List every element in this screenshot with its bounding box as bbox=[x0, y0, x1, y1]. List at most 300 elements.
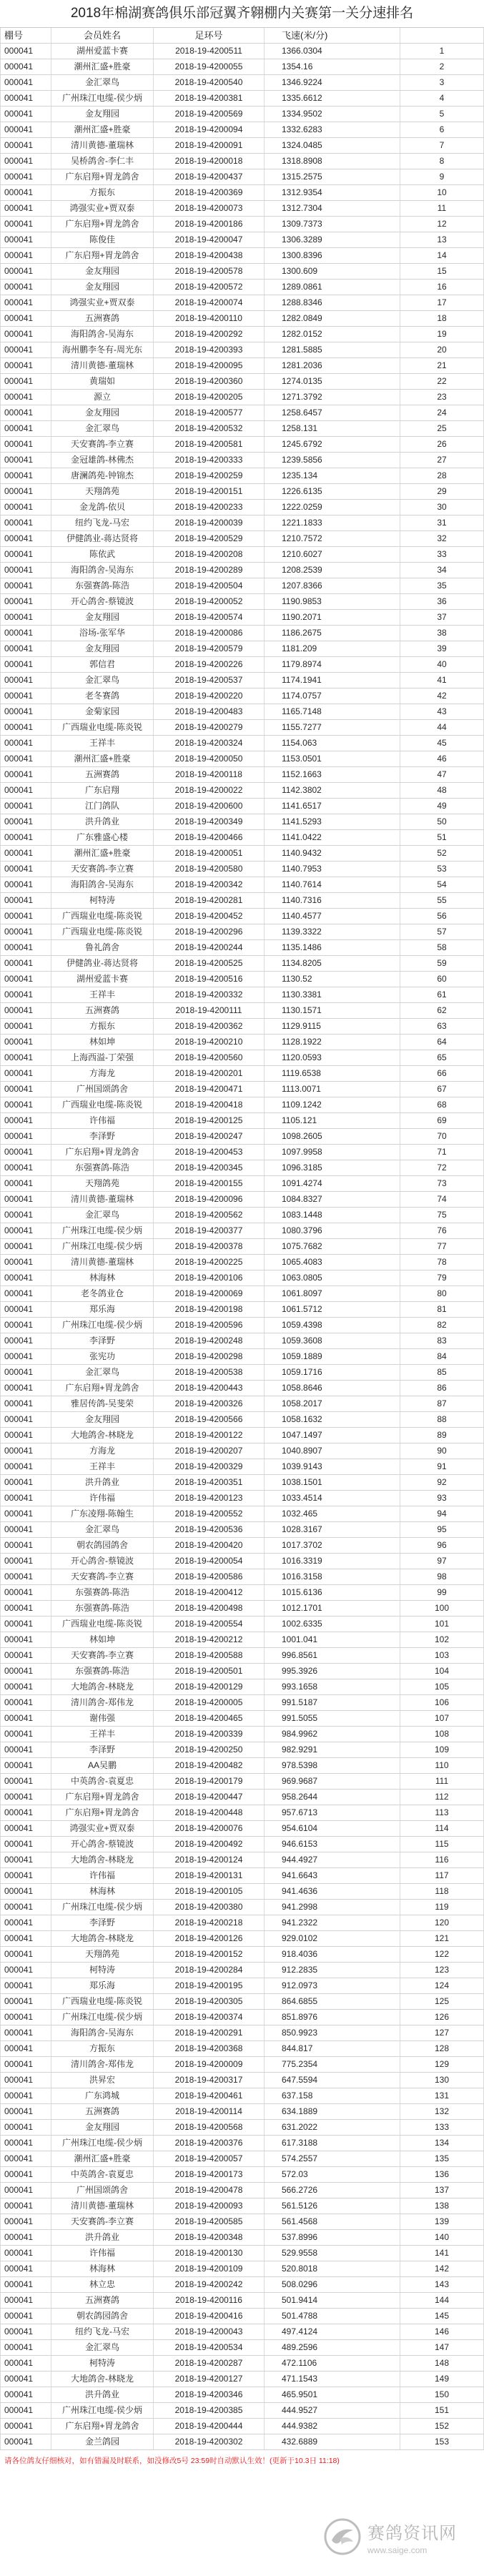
rank-cell: 126 bbox=[400, 2010, 484, 2025]
pen-number-cell: 000041 bbox=[0, 44, 51, 59]
speed-cell: 1140.7614 bbox=[265, 877, 400, 892]
member-name-cell: 金友翔园 bbox=[51, 610, 154, 625]
speed-cell: 1017.3702 bbox=[265, 1538, 400, 1553]
table-row bbox=[0, 1837, 484, 1852]
member-name-cell: 陈依武 bbox=[51, 547, 154, 562]
pen-number-cell: 000041 bbox=[0, 1160, 51, 1175]
ring-number-cell: 2018-19-4200096 bbox=[154, 1192, 265, 1207]
pen-number-cell: 000041 bbox=[0, 909, 51, 924]
ring-number-cell: 2018-19-4200579 bbox=[154, 641, 265, 656]
rank-cell: 104 bbox=[400, 1664, 484, 1679]
table-row bbox=[0, 799, 484, 814]
table-row bbox=[0, 1459, 484, 1475]
speed-cell: 1028.3167 bbox=[265, 1522, 400, 1537]
speed-cell: 995.3926 bbox=[265, 1664, 400, 1679]
pen-number-cell: 000041 bbox=[0, 1664, 51, 1679]
speed-cell: 775.2354 bbox=[265, 2057, 400, 2072]
table-row bbox=[0, 1805, 484, 1821]
member-name-cell: 方海龙 bbox=[51, 1444, 154, 1459]
speed-cell: 1058.2017 bbox=[265, 1396, 400, 1411]
ring-number-cell: 2018-19-4200074 bbox=[154, 295, 265, 310]
table-row bbox=[0, 704, 484, 720]
member-name-cell: 许伟福 bbox=[51, 1868, 154, 1883]
pen-number-cell: 000041 bbox=[0, 453, 51, 468]
table-row bbox=[0, 185, 484, 201]
pen-number-cell: 000041 bbox=[0, 1097, 51, 1112]
ring-number-cell: 2018-19-4200351 bbox=[154, 1475, 265, 1490]
rank-cell: 14 bbox=[400, 248, 484, 263]
table-row bbox=[0, 122, 484, 138]
member-name-cell: 广西瑞业电缆-陈炎锐 bbox=[51, 1994, 154, 2009]
ring-number-cell: 2018-19-4200581 bbox=[154, 437, 265, 452]
member-name-cell: 洪升鸽业 bbox=[51, 2230, 154, 2245]
table-row bbox=[0, 1428, 484, 1444]
pen-number-cell: 000041 bbox=[0, 217, 51, 232]
table-row bbox=[0, 2277, 484, 2293]
table-row bbox=[0, 1569, 484, 1585]
rank-cell: 149 bbox=[400, 2372, 484, 2387]
ring-number-cell: 2018-19-4200244 bbox=[154, 940, 265, 955]
member-name-cell: 大地鸽舍-林晓龙 bbox=[51, 2372, 154, 2387]
rank-cell: 90 bbox=[400, 1444, 484, 1459]
table-row bbox=[0, 1915, 484, 1931]
speed-cell: 1059.1716 bbox=[265, 1365, 400, 1380]
table-row bbox=[0, 673, 484, 689]
table-row bbox=[0, 1208, 484, 1223]
speed-cell: 472.1106 bbox=[265, 2356, 400, 2371]
ring-number-cell: 2018-19-4200250 bbox=[154, 1742, 265, 1757]
saige-logo-icon bbox=[323, 2517, 362, 2556]
rank-cell: 87 bbox=[400, 1396, 484, 1411]
rank-cell: 75 bbox=[400, 1208, 484, 1223]
rank-cell: 32 bbox=[400, 531, 484, 546]
member-name-cell: 柯特涛 bbox=[51, 2356, 154, 2371]
table-row bbox=[0, 2183, 484, 2199]
ring-number-cell: 2018-19-4200205 bbox=[154, 390, 265, 405]
member-name-cell: 林如坤 bbox=[51, 1035, 154, 1050]
pen-number-cell: 000041 bbox=[0, 846, 51, 861]
member-name-cell: 广西瑞业电缆-陈炎锐 bbox=[51, 1617, 154, 1632]
member-name-cell: 广州珠江电缆-侯少炳 bbox=[51, 1318, 154, 1333]
ring-number-cell: 2018-19-4200055 bbox=[154, 59, 265, 74]
speed-cell: 1140.7316 bbox=[265, 893, 400, 908]
member-name-cell: 天安赛鸽-李立赛 bbox=[51, 862, 154, 877]
table-row bbox=[0, 862, 484, 877]
ring-number-cell: 2018-19-4200248 bbox=[154, 1333, 265, 1348]
ring-number-cell: 2018-19-4200498 bbox=[154, 1601, 265, 1616]
ring-number-cell: 2018-19-4200009 bbox=[154, 2057, 265, 2072]
pen-number-cell: 000041 bbox=[0, 2088, 51, 2103]
table-row bbox=[0, 783, 484, 799]
speed-cell: 1080.3796 bbox=[265, 1223, 400, 1238]
rank-cell: 120 bbox=[400, 1915, 484, 1930]
member-name-cell: 广州国颂鸽舍 bbox=[51, 2183, 154, 2198]
table-row bbox=[0, 1963, 484, 1978]
ring-number-cell: 2018-19-4200073 bbox=[154, 201, 265, 216]
table-row bbox=[0, 1333, 484, 1349]
rank-cell: 143 bbox=[400, 2277, 484, 2292]
ring-number-cell: 2018-19-4200123 bbox=[154, 1491, 265, 1506]
pen-number-cell: 000041 bbox=[0, 342, 51, 357]
ring-number-cell: 2018-19-4200069 bbox=[154, 1286, 265, 1301]
speed-cell: 993.1658 bbox=[265, 1679, 400, 1694]
table-row bbox=[0, 1475, 484, 1491]
pen-number-cell: 000041 bbox=[0, 2041, 51, 2056]
ring-number-cell: 2018-19-4200284 bbox=[154, 1963, 265, 1978]
rank-cell: 88 bbox=[400, 1412, 484, 1427]
speed-cell: 1354.16 bbox=[265, 59, 400, 74]
ring-number-cell: 2018-19-4200562 bbox=[154, 1208, 265, 1223]
pen-number-cell: 000041 bbox=[0, 736, 51, 751]
pen-number-cell: 000041 bbox=[0, 1554, 51, 1569]
rank-cell: 142 bbox=[400, 2261, 484, 2276]
member-name-cell: 广东鸿城 bbox=[51, 2088, 154, 2103]
rank-cell: 116 bbox=[400, 1852, 484, 1867]
rank-cell: 42 bbox=[400, 689, 484, 704]
table-row bbox=[0, 2104, 484, 2120]
watermark-logo bbox=[323, 2507, 477, 2567]
speed-cell: 929.0102 bbox=[265, 1931, 400, 1946]
table-row bbox=[0, 59, 484, 75]
table-row bbox=[0, 956, 484, 972]
pen-number-cell: 000041 bbox=[0, 138, 51, 153]
member-name-cell: 潮州汇盛+胜豪 bbox=[51, 2151, 154, 2166]
table-row bbox=[0, 578, 484, 594]
speed-cell: 1181.209 bbox=[265, 641, 400, 656]
speed-cell: 1139.3322 bbox=[265, 924, 400, 939]
rank-cell: 6 bbox=[400, 122, 484, 137]
rank-cell: 80 bbox=[400, 1286, 484, 1301]
table-row bbox=[0, 2136, 484, 2151]
rank-cell: 64 bbox=[400, 1035, 484, 1050]
rank-cell: 29 bbox=[400, 484, 484, 499]
member-name-cell: 洪升鸽业 bbox=[51, 1475, 154, 1490]
table-row bbox=[0, 515, 484, 531]
member-name-cell: 东强赛鸽-陈浩 bbox=[51, 1601, 154, 1616]
speed-cell: 1105.121 bbox=[265, 1113, 400, 1128]
table-row bbox=[0, 1900, 484, 1915]
ring-number-cell: 2018-19-4200360 bbox=[154, 374, 265, 389]
rank-cell: 48 bbox=[400, 783, 484, 798]
ring-number-cell: 2018-19-4200247 bbox=[154, 1129, 265, 1144]
speed-cell: 1165.7148 bbox=[265, 704, 400, 719]
ring-number-cell: 2018-19-4200173 bbox=[154, 2167, 265, 2182]
rank-cell: 152 bbox=[400, 2419, 484, 2434]
ring-number-cell: 2018-19-4200529 bbox=[154, 531, 265, 546]
ring-number-cell: 2018-19-4200208 bbox=[154, 547, 265, 562]
member-name-cell: 天安赛鸽-李立赛 bbox=[51, 2214, 154, 2229]
member-name-cell: 源立 bbox=[51, 390, 154, 405]
member-name-cell: 林海林 bbox=[51, 1270, 154, 1285]
pen-number-cell: 000041 bbox=[0, 201, 51, 216]
ring-number-cell: 2018-19-4200368 bbox=[154, 2041, 265, 2056]
ring-number-cell: 2018-19-4200242 bbox=[154, 2277, 265, 2292]
table-row bbox=[0, 217, 484, 232]
table-row bbox=[0, 1695, 484, 1711]
member-name-cell: 广西瑞业电缆-陈炎锐 bbox=[51, 909, 154, 924]
rank-cell: 78 bbox=[400, 1255, 484, 1270]
ring-number-cell: 2018-19-4200516 bbox=[154, 972, 265, 987]
pen-number-cell: 000041 bbox=[0, 1915, 51, 1930]
rank-cell: 68 bbox=[400, 1097, 484, 1112]
member-name-cell: 金友翔园 bbox=[51, 405, 154, 420]
member-name-cell: 清川黄德-董瑞林 bbox=[51, 1192, 154, 1207]
ring-number-cell: 2018-19-4200005 bbox=[154, 1695, 265, 1710]
ring-number-cell: 2018-19-4200483 bbox=[154, 704, 265, 719]
member-name-cell: 许伟福 bbox=[51, 1491, 154, 1506]
member-name-cell: 金菊家园 bbox=[51, 704, 154, 719]
rank-cell: 127 bbox=[400, 2025, 484, 2040]
table-row bbox=[0, 44, 484, 59]
table-row bbox=[0, 2010, 484, 2025]
pen-number-cell: 000041 bbox=[0, 185, 51, 200]
rank-cell: 115 bbox=[400, 1837, 484, 1852]
rank-cell: 150 bbox=[400, 2387, 484, 2402]
member-name-cell: 广州国颂鸽舍 bbox=[51, 1082, 154, 1097]
speed-cell: 1032.465 bbox=[265, 1506, 400, 1521]
rank-cell: 2 bbox=[400, 59, 484, 74]
table-row bbox=[0, 924, 484, 940]
rank-cell: 112 bbox=[400, 1790, 484, 1805]
pen-number-cell: 000041 bbox=[0, 1019, 51, 1034]
member-name-cell: 东强赛鸽-陈浩 bbox=[51, 1664, 154, 1679]
speed-cell: 912.2835 bbox=[265, 1963, 400, 1978]
table-row bbox=[0, 1239, 484, 1255]
speed-cell: 864.6855 bbox=[265, 1994, 400, 2009]
speed-cell: 1190.2071 bbox=[265, 610, 400, 625]
table-row bbox=[0, 1003, 484, 1019]
member-name-cell: 金友翔园 bbox=[51, 2120, 154, 2135]
rank-cell: 41 bbox=[400, 673, 484, 688]
pen-number-cell: 000041 bbox=[0, 1522, 51, 1537]
table-row bbox=[0, 736, 484, 751]
pen-number-cell: 000041 bbox=[0, 594, 51, 609]
member-name-cell: 开心鸽舍-蔡镜波 bbox=[51, 1554, 154, 1569]
speed-cell: 844.817 bbox=[265, 2041, 400, 2056]
speed-cell: 647.5594 bbox=[265, 2073, 400, 2088]
pen-number-cell: 000041 bbox=[0, 626, 51, 641]
pen-number-cell: 000041 bbox=[0, 1035, 51, 1050]
pen-number-cell: 000041 bbox=[0, 2167, 51, 2182]
ring-number-cell: 2018-19-4200212 bbox=[154, 1632, 265, 1647]
table-row bbox=[0, 2199, 484, 2214]
rank-cell: 123 bbox=[400, 1963, 484, 1978]
member-name-cell: 广东启翔+胃龙鸽舍 bbox=[51, 1805, 154, 1820]
table-row bbox=[0, 342, 484, 358]
ring-number-cell: 2018-19-4200047 bbox=[154, 232, 265, 247]
rank-cell: 129 bbox=[400, 2057, 484, 2072]
table-row bbox=[0, 610, 484, 626]
pen-number-cell: 000041 bbox=[0, 2151, 51, 2166]
rank-cell: 79 bbox=[400, 1270, 484, 1285]
pen-number-cell: 000041 bbox=[0, 1050, 51, 1065]
pen-number-cell: 000041 bbox=[0, 563, 51, 578]
pen-number-cell: 000041 bbox=[0, 1695, 51, 1710]
table-row bbox=[0, 453, 484, 468]
rank-cell: 65 bbox=[400, 1050, 484, 1065]
member-name-cell: 开心鸽舍-蔡镜波 bbox=[51, 1837, 154, 1852]
table-row bbox=[0, 327, 484, 342]
table-row bbox=[0, 767, 484, 783]
ring-number-cell: 2018-19-4200385 bbox=[154, 2403, 265, 2418]
rank-cell: 146 bbox=[400, 2324, 484, 2339]
member-name-cell: 王祥丰 bbox=[51, 987, 154, 1002]
speed-cell: 1346.9224 bbox=[265, 75, 400, 90]
rank-cell: 83 bbox=[400, 1333, 484, 1348]
table-row bbox=[0, 877, 484, 893]
member-name-cell: 广州珠江电缆-侯少炳 bbox=[51, 91, 154, 106]
rank-cell: 4 bbox=[400, 91, 484, 106]
member-name-cell: 广东启翔+胃龙鸽舍 bbox=[51, 1381, 154, 1396]
ring-number-cell: 2018-19-4200577 bbox=[154, 405, 265, 420]
table-row bbox=[0, 2151, 484, 2167]
rank-cell: 121 bbox=[400, 1931, 484, 1946]
pen-number-cell: 000041 bbox=[0, 1947, 51, 1962]
member-name-cell: 潮州汇盛+胜豪 bbox=[51, 122, 154, 137]
speed-cell: 617.3188 bbox=[265, 2136, 400, 2151]
pen-number-cell: 000041 bbox=[0, 2214, 51, 2229]
rank-cell: 100 bbox=[400, 1601, 484, 1616]
speed-cell: 1334.9502 bbox=[265, 107, 400, 122]
member-name-cell: 广西瑞业电缆-陈炎锐 bbox=[51, 924, 154, 939]
speed-cell: 1245.6792 bbox=[265, 437, 400, 452]
page-title: 2018年棉湖赛鸽俱乐部冠翼齐翱棚内关赛第一关分速排名 bbox=[70, 6, 414, 21]
rank-cell: 107 bbox=[400, 1711, 484, 1726]
table-row bbox=[0, 2372, 484, 2387]
table-row bbox=[0, 531, 484, 547]
rank-cell: 82 bbox=[400, 1318, 484, 1333]
speed-cell: 1061.8097 bbox=[265, 1286, 400, 1301]
pen-number-cell: 000041 bbox=[0, 1837, 51, 1852]
speed-cell: 631.2022 bbox=[265, 2120, 400, 2135]
member-name-cell: 广东凌翔-陈翰生 bbox=[51, 1506, 154, 1521]
ring-number-cell: 2018-19-4200114 bbox=[154, 2104, 265, 2119]
pen-number-cell: 000041 bbox=[0, 2340, 51, 2355]
table-row bbox=[0, 909, 484, 924]
table-row bbox=[0, 2293, 484, 2309]
rank-cell: 94 bbox=[400, 1506, 484, 1521]
member-name-cell: 海阳鸽舍-吴海东 bbox=[51, 327, 154, 342]
rank-cell: 40 bbox=[400, 657, 484, 672]
speed-cell: 1281.5885 bbox=[265, 342, 400, 357]
rank-cell: 44 bbox=[400, 720, 484, 735]
pen-number-cell: 000041 bbox=[0, 75, 51, 90]
speed-cell: 1063.0805 bbox=[265, 1270, 400, 1285]
speed-cell: 1058.1632 bbox=[265, 1412, 400, 1427]
ring-number-cell: 2018-19-4200586 bbox=[154, 1569, 265, 1584]
ring-number-cell: 2018-19-4200225 bbox=[154, 1255, 265, 1270]
member-name-cell: 天安赛鸽-李立赛 bbox=[51, 1648, 154, 1663]
speed-cell: 958.2644 bbox=[265, 1790, 400, 1805]
member-name-cell: 广东雅盛心楼 bbox=[51, 830, 154, 845]
ring-number-cell: 2018-19-4200511 bbox=[154, 44, 265, 59]
pen-number-cell: 000041 bbox=[0, 2230, 51, 2245]
member-name-cell: 郭信君 bbox=[51, 657, 154, 672]
column-header-pen-number: 棚号 bbox=[0, 28, 51, 43]
speed-cell: 1129.9115 bbox=[265, 1019, 400, 1034]
ring-number-cell: 2018-19-4200380 bbox=[154, 1900, 265, 1915]
speed-cell: 561.4568 bbox=[265, 2214, 400, 2229]
ring-number-cell: 2018-19-4200093 bbox=[154, 2199, 265, 2214]
member-name-cell: 郑乐海 bbox=[51, 1978, 154, 1993]
table-row bbox=[0, 390, 484, 405]
table-row bbox=[0, 1978, 484, 1994]
rank-cell: 59 bbox=[400, 956, 484, 971]
speed-cell: 1210.7572 bbox=[265, 531, 400, 546]
speed-cell: 1221.1833 bbox=[265, 515, 400, 531]
table-row bbox=[0, 1774, 484, 1790]
rank-cell: 56 bbox=[400, 909, 484, 924]
ring-number-cell: 2018-19-4200345 bbox=[154, 1160, 265, 1175]
member-name-cell: 东强赛鸽-陈浩 bbox=[51, 578, 154, 593]
rank-cell: 58 bbox=[400, 940, 484, 955]
pen-number-cell: 000041 bbox=[0, 2372, 51, 2387]
speed-cell: 637.158 bbox=[265, 2088, 400, 2103]
pen-number-cell: 000041 bbox=[0, 1727, 51, 1742]
table-row bbox=[0, 1648, 484, 1664]
rank-cell: 85 bbox=[400, 1365, 484, 1380]
pen-number-cell: 000041 bbox=[0, 2403, 51, 2418]
watermark-site-url: www.saige.com bbox=[367, 2545, 428, 2555]
member-name-cell: 天翔鸽苑 bbox=[51, 484, 154, 499]
pen-number-cell: 000041 bbox=[0, 1491, 51, 1506]
rank-cell: 125 bbox=[400, 1994, 484, 2009]
member-name-cell: 广东启翔+胃龙鸽舍 bbox=[51, 1790, 154, 1805]
table-row bbox=[0, 374, 484, 390]
table-row bbox=[0, 1097, 484, 1113]
rank-cell: 86 bbox=[400, 1381, 484, 1396]
table-row bbox=[0, 1554, 484, 1569]
ring-number-cell: 2018-19-4200418 bbox=[154, 1097, 265, 1112]
speed-cell: 918.4036 bbox=[265, 1947, 400, 1962]
member-name-cell: 海阳鸽舍-吴海东 bbox=[51, 2025, 154, 2040]
rank-cell: 147 bbox=[400, 2340, 484, 2355]
ring-number-cell: 2018-19-4200106 bbox=[154, 1270, 265, 1285]
ring-number-cell: 2018-19-4200110 bbox=[154, 311, 265, 326]
ring-number-cell: 2018-19-4200438 bbox=[154, 248, 265, 263]
pen-number-cell: 000041 bbox=[0, 1632, 51, 1647]
rank-cell: 73 bbox=[400, 1176, 484, 1191]
ring-number-cell: 2018-19-4200554 bbox=[154, 1617, 265, 1632]
rank-cell: 50 bbox=[400, 814, 484, 829]
rank-cell: 22 bbox=[400, 374, 484, 389]
pen-number-cell: 000041 bbox=[0, 169, 51, 184]
rank-cell: 49 bbox=[400, 799, 484, 814]
ring-number-cell: 2018-19-4200131 bbox=[154, 1868, 265, 1883]
speed-cell: 1288.8346 bbox=[265, 295, 400, 310]
speed-cell: 1039.9143 bbox=[265, 1459, 400, 1474]
rank-cell: 61 bbox=[400, 987, 484, 1002]
speed-cell: 1058.8646 bbox=[265, 1381, 400, 1396]
pen-number-cell: 000041 bbox=[0, 327, 51, 342]
member-name-cell: 浴场-张军华 bbox=[51, 626, 154, 641]
member-name-cell: 大地鸽舍-林晓龙 bbox=[51, 1852, 154, 1867]
member-name-cell: 洪升鸽业 bbox=[51, 814, 154, 829]
ring-number-cell: 2018-19-4200393 bbox=[154, 342, 265, 357]
ring-number-cell: 2018-19-4200374 bbox=[154, 2010, 265, 2025]
speed-cell: 1222.0259 bbox=[265, 500, 400, 515]
pen-number-cell: 000041 bbox=[0, 2104, 51, 2119]
speed-cell: 1140.7953 bbox=[265, 862, 400, 877]
speed-cell: 1140.4577 bbox=[265, 909, 400, 924]
table-row bbox=[0, 2356, 484, 2372]
table-row bbox=[0, 2088, 484, 2104]
rank-cell: 9 bbox=[400, 169, 484, 184]
pen-number-cell: 000041 bbox=[0, 987, 51, 1002]
rank-cell: 151 bbox=[400, 2403, 484, 2418]
table-row bbox=[0, 1066, 484, 1082]
rank-cell: 26 bbox=[400, 437, 484, 452]
